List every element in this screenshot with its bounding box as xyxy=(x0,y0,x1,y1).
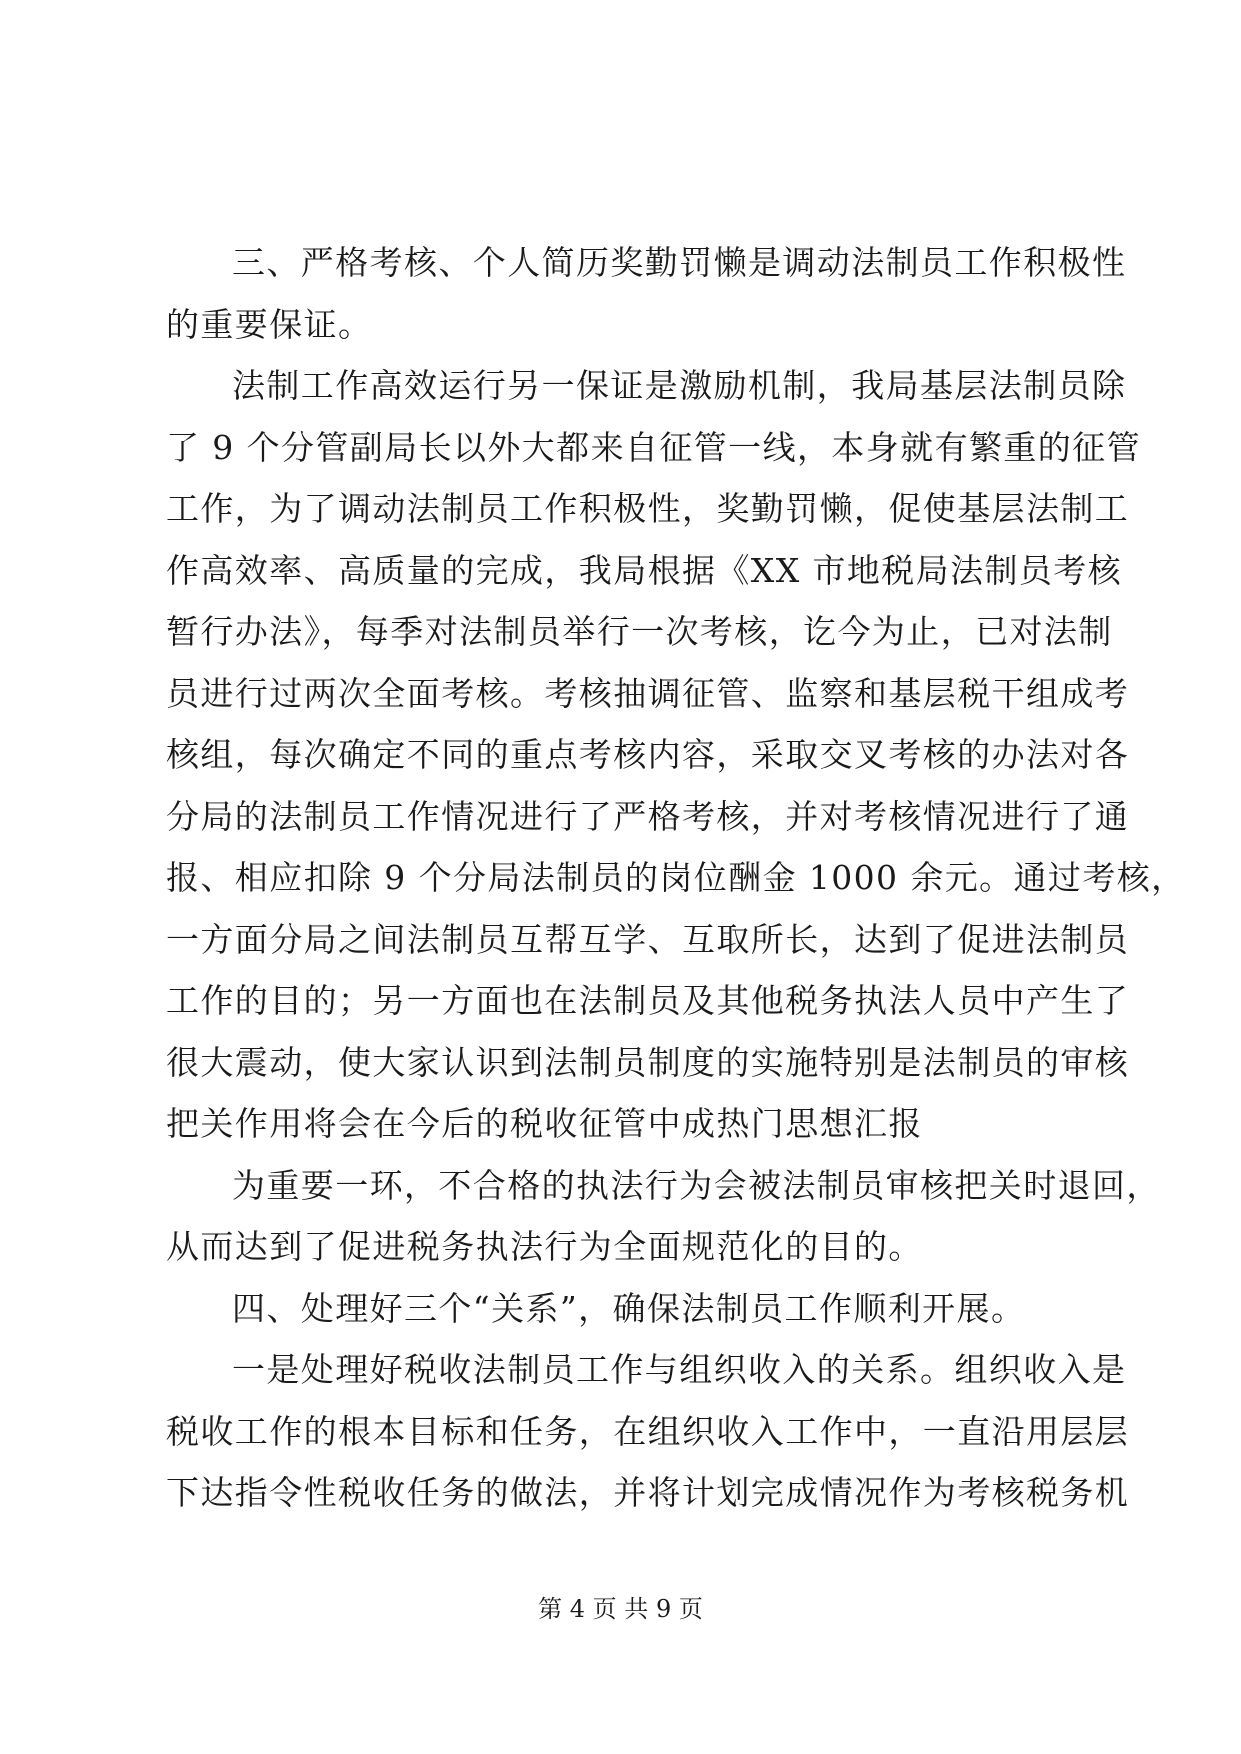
paragraph-line: 暂行办法》，每季对法制员举行一次考核，讫今为止，已对法制 xyxy=(166,612,1113,651)
body-text xyxy=(166,232,1186,1524)
paragraph-line: 核组，每次确定不同的重点考核内容，采取交叉考核的办法对各 xyxy=(166,735,1130,774)
paragraph-line: 为重要一环，不合格的执法行为会被法制员审核把关时退回， xyxy=(232,1165,1161,1205)
paragraph-line: 工作的目的；另一方面也在法制员及其他税务执法人员中产生了 xyxy=(166,981,1130,1020)
paragraph-line: 三、严格考核、个人简历奖勤罚懒是调动法制员工作积极性 xyxy=(232,243,1127,282)
paragraph-line: 法制工作高效运行另一保证是激励机制，我局基层法制员除 xyxy=(232,366,1127,405)
paragraph-line: 把关作用将会在今后的税收征管中成热门思想汇报 xyxy=(166,1104,923,1143)
paragraph-line: 一是处理好税收法制员工作与组织收入的关系。组织收入是 xyxy=(232,1350,1127,1389)
paragraph-line: 一方面分局之间法制员互帮互学、互取所长，达到了促进法制员 xyxy=(166,919,1130,959)
paragraph-line: 报、相应扣除 9 个分局法制员的岗位酬金 1000 余元。通过考核， xyxy=(166,858,1186,897)
paragraph-line: 很大震动，使大家认识到法制员制度的实施特别是法制员的审核 xyxy=(166,1042,1130,1082)
paragraph-line: 从而达到了促进税务执法行为全面规范化的目的。 xyxy=(166,1227,923,1266)
section-heading: 四、处理好三个“关系”，确保法制员工作顺利开展。 xyxy=(232,1288,1026,1328)
page-number-footer: 第 4 页 共 9 页 xyxy=(538,1595,703,1623)
paragraph-line: 的重要保证。 xyxy=(166,304,373,344)
paragraph-line: 作高效率、高质量的完成，我局根据《XX 市地税局法制员考核 xyxy=(166,550,1123,590)
paragraph-line: 了 9 个分管副局长以外大都来自征管一线，本身就有繁重的征管 xyxy=(166,427,1141,467)
paragraph-line: 员进行过两次全面考核。考核抽调征管、监察和基层税干组成考 xyxy=(166,673,1130,713)
paragraph-line: 分局的法制员工作情况进行了严格考核，并对考核情况进行了通 xyxy=(166,796,1130,836)
paragraph-line: 下达指令性税收任务的做法，并将计划完成情况作为考核税务机 xyxy=(166,1473,1130,1512)
paragraph-line: 税收工作的根本目标和任务，在组织收入工作中，一直沿用层层 xyxy=(166,1411,1130,1451)
paragraph-line: 工作，为了调动法制员工作积极性，奖勤罚懒，促使基层法制工 xyxy=(166,489,1130,528)
